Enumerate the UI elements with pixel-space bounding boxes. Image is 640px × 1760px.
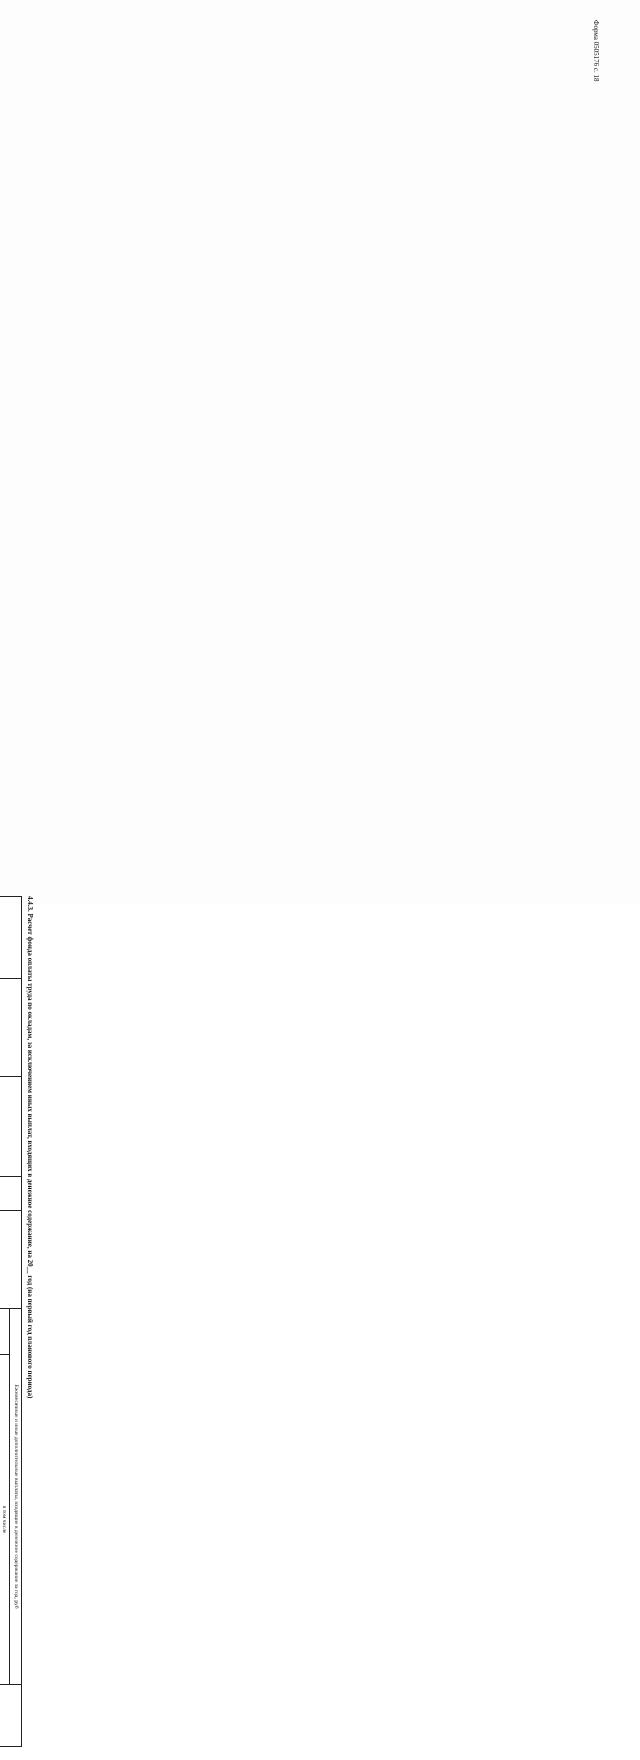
- s1-h-col13: [0, 1685, 22, 1747]
- section1-title: 4.4.3. Расчет фонда оплаты труда по окладам, за исключением иных выплат, входящих в денежное содержание, на 20__ год (на первый год планового периода): [26, 896, 34, 1399]
- s1-h-col2: [0, 979, 22, 1077]
- s1-h-col5: [0, 1211, 22, 1309]
- s1-h-col1: [0, 897, 22, 979]
- section1-table: [0, 896, 22, 1747]
- s1-h-total: [0, 1326, 1, 1338]
- s1-h-col4: [0, 1177, 22, 1211]
- s1-h-group: Ежемесячные и иные дополнительные выплаты, входящие в денежное содержание за год, руб: [10, 1309, 22, 1685]
- rotated-content: [0, 890, 40, 1760]
- s1-h-incl: в том числе: [0, 1355, 10, 1685]
- form-reference: Форма 0505176 с. 18: [592, 20, 600, 82]
- s1-h-col3: [0, 1077, 22, 1177]
